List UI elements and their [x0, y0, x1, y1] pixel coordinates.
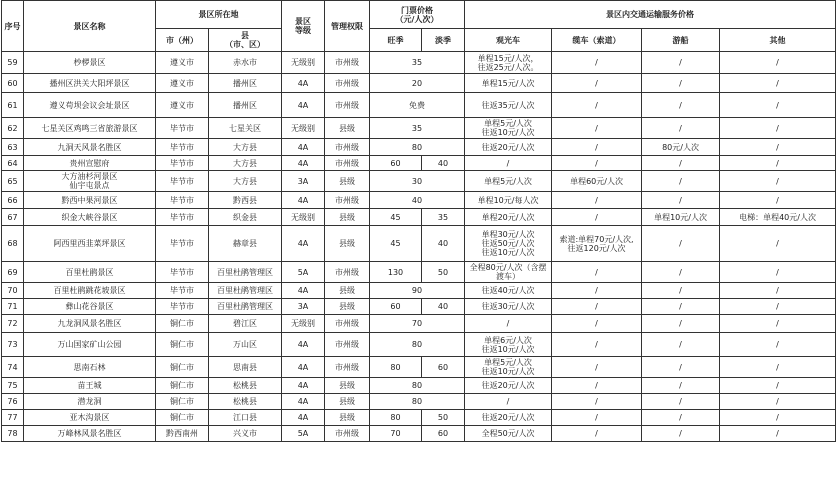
- cell-grade: 4A: [282, 93, 325, 118]
- cell-no: 74: [2, 357, 24, 378]
- cell-cable: /: [552, 118, 642, 139]
- cell-off: 35: [422, 209, 465, 226]
- cell-auth: 县级: [325, 394, 370, 410]
- cell-other: /: [720, 283, 836, 299]
- cell-car: 单程5元/人次 往返10元/人次: [465, 118, 552, 139]
- cell-city: 遵义市: [156, 52, 209, 74]
- table-row: [2, 74, 836, 93]
- cell-name: 思南石林: [24, 357, 156, 378]
- cell-name: 织金大峡谷景区: [24, 209, 156, 226]
- cell-cable: /: [552, 333, 642, 357]
- cell-county: 碧江区: [209, 315, 282, 333]
- cell-county: 大方县: [209, 139, 282, 156]
- cell-county: 江口县: [209, 410, 282, 426]
- cell-grade: 4A: [282, 192, 325, 209]
- cell-other: /: [720, 410, 836, 426]
- cell-county: 百里杜鹃管理区: [209, 299, 282, 315]
- cell-cable: /: [552, 52, 642, 74]
- cell-grade: 4A: [282, 226, 325, 262]
- cell-city: 铜仁市: [156, 315, 209, 333]
- cell-city: 毕节市: [156, 118, 209, 139]
- cell-grade: 5A: [282, 262, 325, 283]
- cell-no: 66: [2, 192, 24, 209]
- cell-boat: /: [642, 171, 720, 192]
- table-row: [2, 192, 836, 209]
- cell-cable: /: [552, 410, 642, 426]
- cell-other: /: [720, 394, 836, 410]
- cell-county: 兴义市: [209, 426, 282, 442]
- cell-name: 大方油杉河景区 仙宇屯景点: [24, 171, 156, 192]
- cell-car: 往返40元/人次: [465, 283, 552, 299]
- cell-county: 大方县: [209, 171, 282, 192]
- cell-grade: 4A: [282, 410, 325, 426]
- cell-no: 71: [2, 299, 24, 315]
- table-row: [2, 156, 836, 171]
- header-other: 其他: [720, 29, 836, 52]
- cell-name: 播州区洪关大阳坪景区: [24, 74, 156, 93]
- header-transport: 景区内交通运输服务价格: [465, 1, 836, 29]
- cell-auth: 县级: [325, 171, 370, 192]
- cell-boat: 单程10元/人次: [642, 209, 720, 226]
- cell-name: 万山国家矿山公园: [24, 333, 156, 357]
- cell-boat: /: [642, 226, 720, 262]
- cell-grade: 5A: [282, 426, 325, 442]
- cell-price: 20: [370, 74, 465, 93]
- cell-no: 70: [2, 283, 24, 299]
- cell-no: 75: [2, 378, 24, 394]
- cell-price: 70: [370, 315, 465, 333]
- cell-price: 90: [370, 283, 465, 299]
- cell-grade: 无级别: [282, 315, 325, 333]
- cell-city: 遵义市: [156, 93, 209, 118]
- cell-city: 毕节市: [156, 192, 209, 209]
- cell-peak: 130: [370, 262, 422, 283]
- cell-city: 毕节市: [156, 262, 209, 283]
- cell-auth: 县级: [325, 226, 370, 262]
- cell-auth: 市州级: [325, 93, 370, 118]
- cell-city: 遵义市: [156, 74, 209, 93]
- cell-city: 铜仁市: [156, 378, 209, 394]
- cell-car: 往返20元/人次: [465, 410, 552, 426]
- cell-off: 40: [422, 156, 465, 171]
- cell-boat: /: [642, 156, 720, 171]
- cell-name: 彝山花谷景区: [24, 299, 156, 315]
- cell-cable: 索道:单程70元/人次, 往返120元/人次: [552, 226, 642, 262]
- cell-peak: 70: [370, 426, 422, 442]
- header-off: 淡季: [422, 29, 465, 52]
- cell-peak: 45: [370, 209, 422, 226]
- header-cable: 缆车（索道）: [552, 29, 642, 52]
- cell-car: 单程15元/人次: [465, 74, 552, 93]
- cell-grade: 4A: [282, 357, 325, 378]
- cell-auth: 市州级: [325, 333, 370, 357]
- table-row: [2, 93, 836, 118]
- cell-other: /: [720, 52, 836, 74]
- cell-county: 赤水市: [209, 52, 282, 74]
- cell-auth: 县级: [325, 299, 370, 315]
- cell-name: 百里杜鹃景区: [24, 262, 156, 283]
- cell-price: 80: [370, 378, 465, 394]
- cell-other: /: [720, 74, 836, 93]
- cell-off: 50: [422, 410, 465, 426]
- header-grade: 景区 等级: [282, 1, 325, 52]
- cell-peak: 80: [370, 357, 422, 378]
- cell-county: 思南县: [209, 357, 282, 378]
- cell-car: 单程10元/每人次: [465, 192, 552, 209]
- cell-price: 免费: [370, 93, 465, 118]
- cell-cable: /: [552, 156, 642, 171]
- table-row: [2, 315, 836, 333]
- cell-grade: 3A: [282, 171, 325, 192]
- cell-off: 40: [422, 226, 465, 262]
- header-authority: 管理权限: [325, 1, 370, 52]
- cell-city: 毕节市: [156, 226, 209, 262]
- header-location: 景区所在地: [156, 1, 282, 29]
- cell-boat: 80元/人次: [642, 139, 720, 156]
- header-county: 县 （市、区）: [209, 29, 282, 52]
- cell-cable: /: [552, 262, 642, 283]
- cell-no: 78: [2, 426, 24, 442]
- cell-city: 黔西南州: [156, 426, 209, 442]
- table-row: [2, 333, 836, 357]
- cell-auth: 县级: [325, 209, 370, 226]
- cell-no: 68: [2, 226, 24, 262]
- table-row: [2, 357, 836, 378]
- table-row: [2, 171, 836, 192]
- cell-price: 35: [370, 52, 465, 74]
- cell-auth: 市州级: [325, 139, 370, 156]
- cell-no: 63: [2, 139, 24, 156]
- cell-auth: 县级: [325, 378, 370, 394]
- cell-car: 全程50元/人次: [465, 426, 552, 442]
- cell-cable: 单程60元/人次: [552, 171, 642, 192]
- cell-cable: /: [552, 93, 642, 118]
- cell-other: /: [720, 156, 836, 171]
- cell-no: 61: [2, 93, 24, 118]
- cell-cable: /: [552, 209, 642, 226]
- cell-car: 往返20元/人次: [465, 139, 552, 156]
- cell-cable: /: [552, 283, 642, 299]
- cell-name: 九洞天风景名胜区: [24, 139, 156, 156]
- cell-car: 往返30元/人次: [465, 299, 552, 315]
- cell-off: 40: [422, 299, 465, 315]
- table-row: [2, 378, 836, 394]
- cell-grade: 4A: [282, 283, 325, 299]
- cell-boat: /: [642, 315, 720, 333]
- cell-auth: 市州级: [325, 52, 370, 74]
- table-row: [2, 283, 836, 299]
- cell-grade: 4A: [282, 333, 325, 357]
- cell-cable: /: [552, 357, 642, 378]
- cell-other: /: [720, 333, 836, 357]
- cell-auth: 市州级: [325, 192, 370, 209]
- cell-cable: /: [552, 426, 642, 442]
- cell-other: /: [720, 118, 836, 139]
- cell-auth: 市州级: [325, 357, 370, 378]
- cell-grade: 4A: [282, 139, 325, 156]
- table-row: [2, 394, 836, 410]
- cell-city: 毕节市: [156, 209, 209, 226]
- cell-no: 62: [2, 118, 24, 139]
- cell-county: 织金县: [209, 209, 282, 226]
- cell-city: 铜仁市: [156, 410, 209, 426]
- cell-no: 76: [2, 394, 24, 410]
- cell-cable: /: [552, 378, 642, 394]
- cell-grade: 4A: [282, 156, 325, 171]
- cell-other: /: [720, 378, 836, 394]
- cell-car: 单程30元/人次 往返50元/人次 往返10元/人次: [465, 226, 552, 262]
- table-row: [2, 410, 836, 426]
- cell-price: 80: [370, 394, 465, 410]
- cell-car: 全程80元/人次（含摆 渡车）: [465, 262, 552, 283]
- cell-name: 黔西中果河景区: [24, 192, 156, 209]
- table-body: [2, 52, 836, 442]
- cell-city: 铜仁市: [156, 357, 209, 378]
- cell-boat: /: [642, 118, 720, 139]
- cell-no: 67: [2, 209, 24, 226]
- cell-no: 73: [2, 333, 24, 357]
- cell-name: 百里杜鹃跳花坡景区: [24, 283, 156, 299]
- cell-cable: /: [552, 139, 642, 156]
- cell-cable: /: [552, 192, 642, 209]
- cell-name: 万峰林风景名胜区: [24, 426, 156, 442]
- cell-boat: /: [642, 262, 720, 283]
- cell-city: 毕节市: [156, 139, 209, 156]
- cell-off: 50: [422, 262, 465, 283]
- cell-other: /: [720, 171, 836, 192]
- cell-city: 毕节市: [156, 156, 209, 171]
- cell-no: 72: [2, 315, 24, 333]
- cell-grade: 3A: [282, 299, 325, 315]
- cell-no: 69: [2, 262, 24, 283]
- cell-off: 60: [422, 357, 465, 378]
- header-name: 景区名称: [24, 1, 156, 52]
- cell-cable: /: [552, 394, 642, 410]
- cell-name: 九龙洞风景名胜区: [24, 315, 156, 333]
- cell-car: 往返20元/人次: [465, 378, 552, 394]
- cell-other: /: [720, 299, 836, 315]
- cell-peak: 60: [370, 156, 422, 171]
- cell-car: 单程15元/人次， 往返25元/人次。: [465, 52, 552, 74]
- cell-other: /: [720, 139, 836, 156]
- cell-auth: 市州级: [325, 426, 370, 442]
- cell-county: 播州区: [209, 74, 282, 93]
- cell-off: 60: [422, 426, 465, 442]
- cell-price: 80: [370, 333, 465, 357]
- header-seq: 序号: [2, 1, 24, 52]
- cell-grade: 无级别: [282, 118, 325, 139]
- cell-grade: 4A: [282, 74, 325, 93]
- cell-car: 单程5元/人次 往返10元/人次: [465, 357, 552, 378]
- cell-price: 80: [370, 139, 465, 156]
- table-row: [2, 262, 836, 283]
- table-row: [2, 226, 836, 262]
- cell-grade: 4A: [282, 394, 325, 410]
- cell-other: /: [720, 315, 836, 333]
- cell-county: 播州区: [209, 93, 282, 118]
- cell-auth: 县级: [325, 283, 370, 299]
- cell-county: 七星关区: [209, 118, 282, 139]
- cell-name: 苗王城: [24, 378, 156, 394]
- cell-city: 毕节市: [156, 171, 209, 192]
- cell-car: 单程6元/人次 往返10元/人次: [465, 333, 552, 357]
- cell-grade: 无级别: [282, 209, 325, 226]
- cell-auth: 市州级: [325, 315, 370, 333]
- cell-name: 遵义苟坝会议会址景区: [24, 93, 156, 118]
- table-row: [2, 299, 836, 315]
- cell-boat: /: [642, 283, 720, 299]
- cell-auth: 县级: [325, 118, 370, 139]
- cell-city: 铜仁市: [156, 394, 209, 410]
- cell-car: /: [465, 394, 552, 410]
- header-sightseeing: 观光车: [465, 29, 552, 52]
- cell-no: 60: [2, 74, 24, 93]
- cell-county: 大方县: [209, 156, 282, 171]
- table-row: [2, 139, 836, 156]
- cell-county: 赫章县: [209, 226, 282, 262]
- cell-city: 毕节市: [156, 283, 209, 299]
- cell-city: 毕节市: [156, 299, 209, 315]
- table-row: [2, 52, 836, 74]
- table-row: [2, 426, 836, 442]
- cell-other: 电梯：单程40元/人次: [720, 209, 836, 226]
- cell-other: /: [720, 93, 836, 118]
- cell-city: 铜仁市: [156, 333, 209, 357]
- cell-boat: /: [642, 394, 720, 410]
- price-table: [1, 0, 836, 442]
- header-ticket: 门票价格 （元/人次）: [370, 1, 465, 29]
- cell-name: 贵州宣慰府: [24, 156, 156, 171]
- cell-county: 松桃县: [209, 378, 282, 394]
- cell-car: /: [465, 156, 552, 171]
- header-boat: 游船: [642, 29, 720, 52]
- cell-boat: /: [642, 192, 720, 209]
- cell-county: 百里杜鹃管理区: [209, 283, 282, 299]
- cell-other: /: [720, 262, 836, 283]
- cell-county: 百里杜鹃管理区: [209, 262, 282, 283]
- cell-price: 30: [370, 171, 465, 192]
- cell-name: 潜龙洞: [24, 394, 156, 410]
- cell-auth: 市州级: [325, 74, 370, 93]
- cell-boat: /: [642, 333, 720, 357]
- cell-auth: 市州级: [325, 262, 370, 283]
- cell-no: 64: [2, 156, 24, 171]
- cell-peak: 80: [370, 410, 422, 426]
- cell-car: 往返35元/人次: [465, 93, 552, 118]
- cell-no: 59: [2, 52, 24, 74]
- table-row: [2, 209, 836, 226]
- cell-boat: /: [642, 357, 720, 378]
- cell-auth: 县级: [325, 410, 370, 426]
- cell-cable: /: [552, 315, 642, 333]
- cell-grade: 4A: [282, 378, 325, 394]
- cell-other: /: [720, 357, 836, 378]
- cell-name: 七星关区鸡鸣三省旅游景区: [24, 118, 156, 139]
- cell-county: 黔西县: [209, 192, 282, 209]
- cell-name: 阿西里西韭菜坪景区: [24, 226, 156, 262]
- cell-boat: /: [642, 378, 720, 394]
- cell-auth: 市州级: [325, 156, 370, 171]
- cell-boat: /: [642, 426, 720, 442]
- cell-car: 单程5元/人次: [465, 171, 552, 192]
- cell-boat: /: [642, 74, 720, 93]
- cell-peak: 45: [370, 226, 422, 262]
- cell-name: 杪椤景区: [24, 52, 156, 74]
- cell-price: 40: [370, 192, 465, 209]
- cell-boat: /: [642, 93, 720, 118]
- cell-grade: 无级别: [282, 52, 325, 74]
- cell-other: /: [720, 226, 836, 262]
- cell-car: /: [465, 315, 552, 333]
- cell-other: /: [720, 192, 836, 209]
- cell-boat: /: [642, 52, 720, 74]
- cell-peak: 60: [370, 299, 422, 315]
- header-peak: 旺季: [370, 29, 422, 52]
- cell-no: 77: [2, 410, 24, 426]
- cell-no: 65: [2, 171, 24, 192]
- cell-cable: /: [552, 74, 642, 93]
- header-city: 市（州）: [156, 29, 209, 52]
- cell-other: /: [720, 426, 836, 442]
- cell-county: 松桃县: [209, 394, 282, 410]
- cell-name: 亚木沟景区: [24, 410, 156, 426]
- cell-cable: /: [552, 299, 642, 315]
- cell-county: 万山区: [209, 333, 282, 357]
- cell-car: 单程20元/人次: [465, 209, 552, 226]
- cell-boat: /: [642, 299, 720, 315]
- cell-price: 35: [370, 118, 465, 139]
- table-row: [2, 118, 836, 139]
- cell-boat: /: [642, 410, 720, 426]
